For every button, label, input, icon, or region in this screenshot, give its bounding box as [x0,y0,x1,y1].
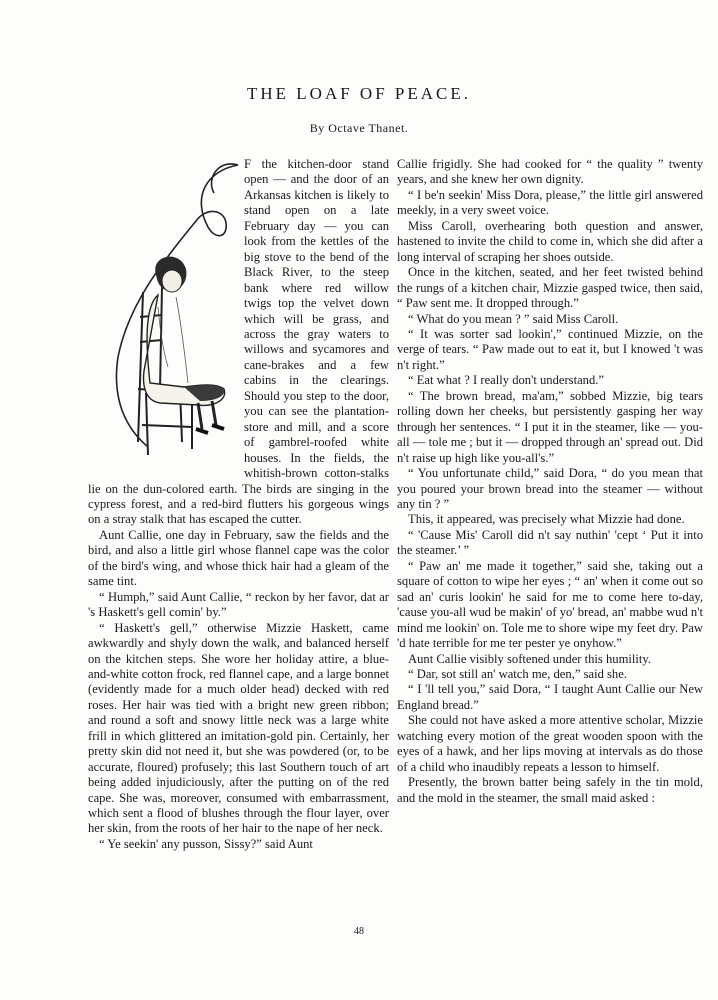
page-number: 48 [354,926,364,937]
article-title: THE LOAF OF PEACE. [246,84,471,103]
right-column [397,157,703,806]
paragraph: “ I be'n seekin' Miss Dora, please,” the little girl answered meekly, in a very sweet voice. [397,187,703,218]
paragraph: “ Humph,” said Aunt Callie, “ reckon by her favor, dat ar 's Haskett's gell comin' by.” [88,589,389,620]
paragraph: “ Paw an' me made it together,” said she, taking out a square of cotton to wipe her eyes ; “ an' when it come out so sad an' curis lookin' he said for me to come here to-day, 'cause you-all wud be makin' of yo' bread, an' mabbe wud n't mind me lookin' on. Tole me to shore wipe my feet dry. Paw 'd hate terrible for me ter pester ye onyhow.” [397,558,703,651]
paragraph: “ What do you mean ? ” said Miss Caroll. [408,311,619,326]
paragraph: Callie frigidly. She had cooked for “ the quality ” twenty years, and she knew her own dignity. [397,157,703,187]
paragraph: Presently, the brown batter being safely in the tin mold, and the mold in the steamer, the small maid asked : [397,775,703,805]
paragraph: “ Eat what ? I really don't understand.” [408,373,604,388]
paragraph: “ The brown bread, ma'am,” sobbed Mizzie, big tears rolling down her cheeks, but persistently gasping her way through her sentences. “ I put it in the steamer, like — you-all — tole me ; but it — dropped through an' spread out. Did n't raise up high like you-all's.” [397,388,703,465]
paragraph: “ Dar, sot still an' watch me, den,” said she. [408,666,627,681]
paragraph: “ You unfortunate child,” said Dora, “ do you mean that you poured your brown bread into the steamer — without any tin ? ” [397,466,703,511]
paragraph: “ Ye seekin' any pusson, Sissy?” said Aunt [99,836,313,851]
paragraph: Aunt Callie, one day in February, saw the fields and the bird, and also a little girl whose flannel cape was the color of the bird's wing, and whose thick hair had a gleam of the same tint. [88,527,389,589]
paragraph: Aunt Callie visibly softened under this humility. [408,651,651,666]
paragraph: “ I 'll tell you,” said Dora, “ I taught Aunt Callie our New England bread.” [397,682,703,712]
illustration-girl-on-chair [88,157,240,472]
paragraph: “ 'Cause Mis' Caroll did n't say nuthin' 'cept ‘ Put it into the steamer.’ ” [397,527,703,558]
paragraph: Miss Caroll, overhearing both question and answer, hastened to invite the child to come in, which she did after a long interval of scraping her shoes outside. [397,218,703,264]
paragraph: This, it appeared, was precisely what Mizzie had done. [408,512,685,527]
left-column [88,157,389,852]
paragraph: “ Haskett's gell,” otherwise Mizzie Haskett, came awkwardly and shyly down the walk, and balanced herself on the kitchen steps. She wore her holiday attire, a blue-and-white cotton frock, red flannel cape, and a large bonnet (evidently made for a much older head) decked with red roses. Her hair was tied with a bright new green ribbon; and round a soft and snowy little neck was a large white frill in which glittered an imitation-gold pin. Certainly, her pretty skin did not need it, but she was powdered (or, to be accurate, floured) profusely; this last Southern touch of art being added injudiciously, after the putting on of the red cape. She was, moreover, consumed with embarrassment, which sent a flood of blushes through the flour layer, over her skin, from the roots of her hair to the nape of her neck. [88,620,389,836]
paragraph: She could not have asked a more attentive scholar, Mizzie watching every motion of the great wooden spoon with the eyes of a hawk, and her lips moving at intervals as do those of a child who inaudibly repeats a lesson to himself. [397,713,703,774]
paragraph: Once in the kitchen, seated, and her feet twisted behind the rungs of a kitchen chair, Mizzie gasped twice, then said, “ Paw sent me. It dropped through.” [397,265,703,311]
paragraph: “ It was sorter sad lookin',” continued Mizzie, on the verge of tears. “ Paw made out to eat it, but I knowed 't was n't right.” [397,326,703,372]
article-byline: By Octave Thanet. [309,121,409,135]
paragraph: F the kitchen-door stand open — and the door of an Arkansas kitchen is likely to stand open on a late February day — you can look from the kettles of the big stove to the bend of the Black River, to the steep bank where red willow twigs top the velvet down which will be grass, and across the gray waters to willows and sycamores and cane-brakes and a few cabins in the clearings. Should you step to the door, you can see the plantation-store and mill, and a score of gambrel-roofed white houses. In the fields, the whitish-brown cotton-stalks lie on the dun-colored earth. The birds are singing in the cypress forest, and a red-bird flutters his gorgeous wings on a stray stalk that has escaped the cutter. [88,157,389,527]
girl-sitting-illustration [88,157,240,472]
